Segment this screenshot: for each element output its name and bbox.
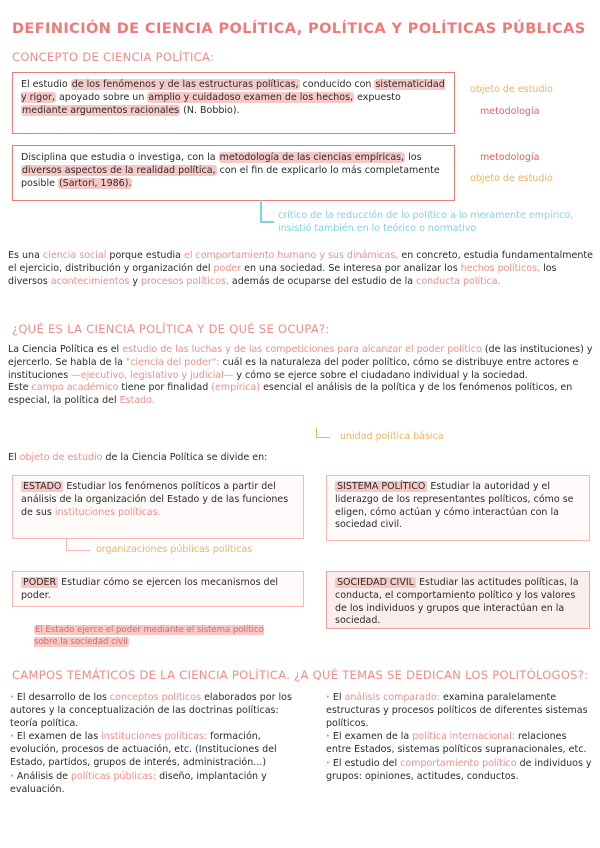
connector-line: [260, 221, 274, 223]
list-item: · El examen de las instituciones políticas: formación, evolución, procesos de actuación, etc. (Instituciones del Estado, partidos, grupos de interés, administración...): [10, 731, 306, 769]
division-estado: ESTADO Estudiar los fenómenos políticos a partir del análisis de la organización del Estado y de las funciones de sus instituciones políticas.: [12, 475, 304, 539]
note-metodologia-1: metodología: [480, 106, 540, 117]
arrow-connector: [66, 539, 90, 551]
intro-paragraph: Es una ciencia social porque estudia el comportamiento humano y sus dinámicas, en concreto, estudia fundamentalmente el ejercicio, distribución y organización del poder en una sociedad. Se interesa por analizar los hechos políticos, los diversos acontecimientos y procesos políticos, además de ocuparse del estudio de la conducta política.: [8, 250, 593, 287]
list-item: · Análisis de políticas públicas: diseño, implantación y evaluación.: [10, 771, 306, 797]
connector-line: [260, 200, 262, 222]
que-es-paragraph: La Ciencia Política es el estudio de las luchas y de las competiciones para alcanzar el poder político (de las instituciones) y ejercerlo. Se habla de la "ciencia del poder": cuál es la naturaleza del poder político, cómo se distribuye entre actores e instituciones —ejecutivo, legislativo y judicial— y cómo se ejerce sobre el ciudadano individual y la sociedad. Este campo académico tiene por finalidad (empírica) esencial el análisis de la política y de los fenómenos políticos, en especial, la política del Estado.: [8, 344, 593, 407]
note-organizaciones: organizaciones públicas políticas: [96, 544, 253, 555]
objeto-estudio-line: El objeto de estudio de la Ciencia Política se divide en:: [8, 452, 268, 463]
arrow-connector: [316, 428, 330, 438]
note-objeto-estudio-1: objeto de estudio: [470, 84, 553, 95]
page-title: DEFINICIÓN DE CIENCIA POLÍTICA, POLÍTICA Y POLÍTICAS PÚBLICAS: [12, 21, 586, 37]
section-heading-que-es: ¿QUÉ ES LA CIENCIA POLÍTICA Y DE QUÉ SE OCUPA?:: [12, 322, 330, 336]
campos-list-left: [10, 692, 306, 798]
division-sistema-politico: SISTEMA POLÍTICO Estudiar la autoridad y el liderazgo de los representantes políticos, cómo se eligen, cómo actúan y cómo interactúan con la sociedad civil.: [326, 475, 590, 541]
list-item: · El examen de la política internacional: relaciones entre Estados, sistemas políticos supranacionales, etc.: [326, 731, 592, 757]
list-item: · El desarrollo de los conceptos políticos elaborados por los autores y la conceptualización de las doctrinas políticas: teoría política.: [10, 692, 306, 730]
note-metodologia-2: metodología: [480, 152, 540, 163]
section-heading-concepto: CONCEPTO DE CIENCIA POLÍTICA:: [12, 50, 215, 64]
definition-bobbio: El estudio de los fenómenos y de las estructuras políticas, conducido con sistematicidad y rigor, apoyado sobre un amplio y cuidadoso examen de los hechos, expuesto mediante argumentos racionales (N. Bobbio).: [12, 72, 455, 134]
list-item: · El estudio del comportamiento político de individuos y grupos: opiniones, actitudes, conductos.: [326, 758, 592, 784]
division-sociedad-civil: SOCIEDAD CIVIL Estudiar las actitudes políticas, la conducta, el comportamiento político y los valores de los individuos y grupos que interactúan en la sociedad.: [326, 571, 590, 629]
definition-sartori: Disciplina que estudia o investiga, con la metodología de las ciencias empíricas, los diversos aspectos de la realidad política, con el fin de explicarlo lo más completamente posible (Sartori, 1986).: [12, 145, 455, 201]
sartori-criticism-note: crítico de la reducción de lo político a lo meramente empírico, insistió también en lo teórico o normativo: [278, 210, 574, 234]
note-estado-ejerce-poder: El Estado ejerce el poder mediante el sistema político sobre la sociedad civil: [34, 625, 264, 648]
section-heading-campos: CAMPOS TEMÁTICOS DE LA CIENCIA POLÍTICA. ¿A QUÉ TEMAS SE DEDICAN LOS POLITÓLOGOS?:: [12, 668, 589, 682]
note-objeto-estudio-2: objeto de estudio: [470, 173, 553, 184]
campos-list-right: [326, 692, 592, 785]
note-unidad-politica: unidad política básica: [340, 431, 444, 442]
list-item: · El análisis comparado: examina paralelamente estructuras y procesos políticos de diferentes sistemas políticos.: [326, 692, 592, 730]
division-poder: PODER Estudiar cómo se ejercen los mecanismos del poder.: [12, 571, 304, 607]
